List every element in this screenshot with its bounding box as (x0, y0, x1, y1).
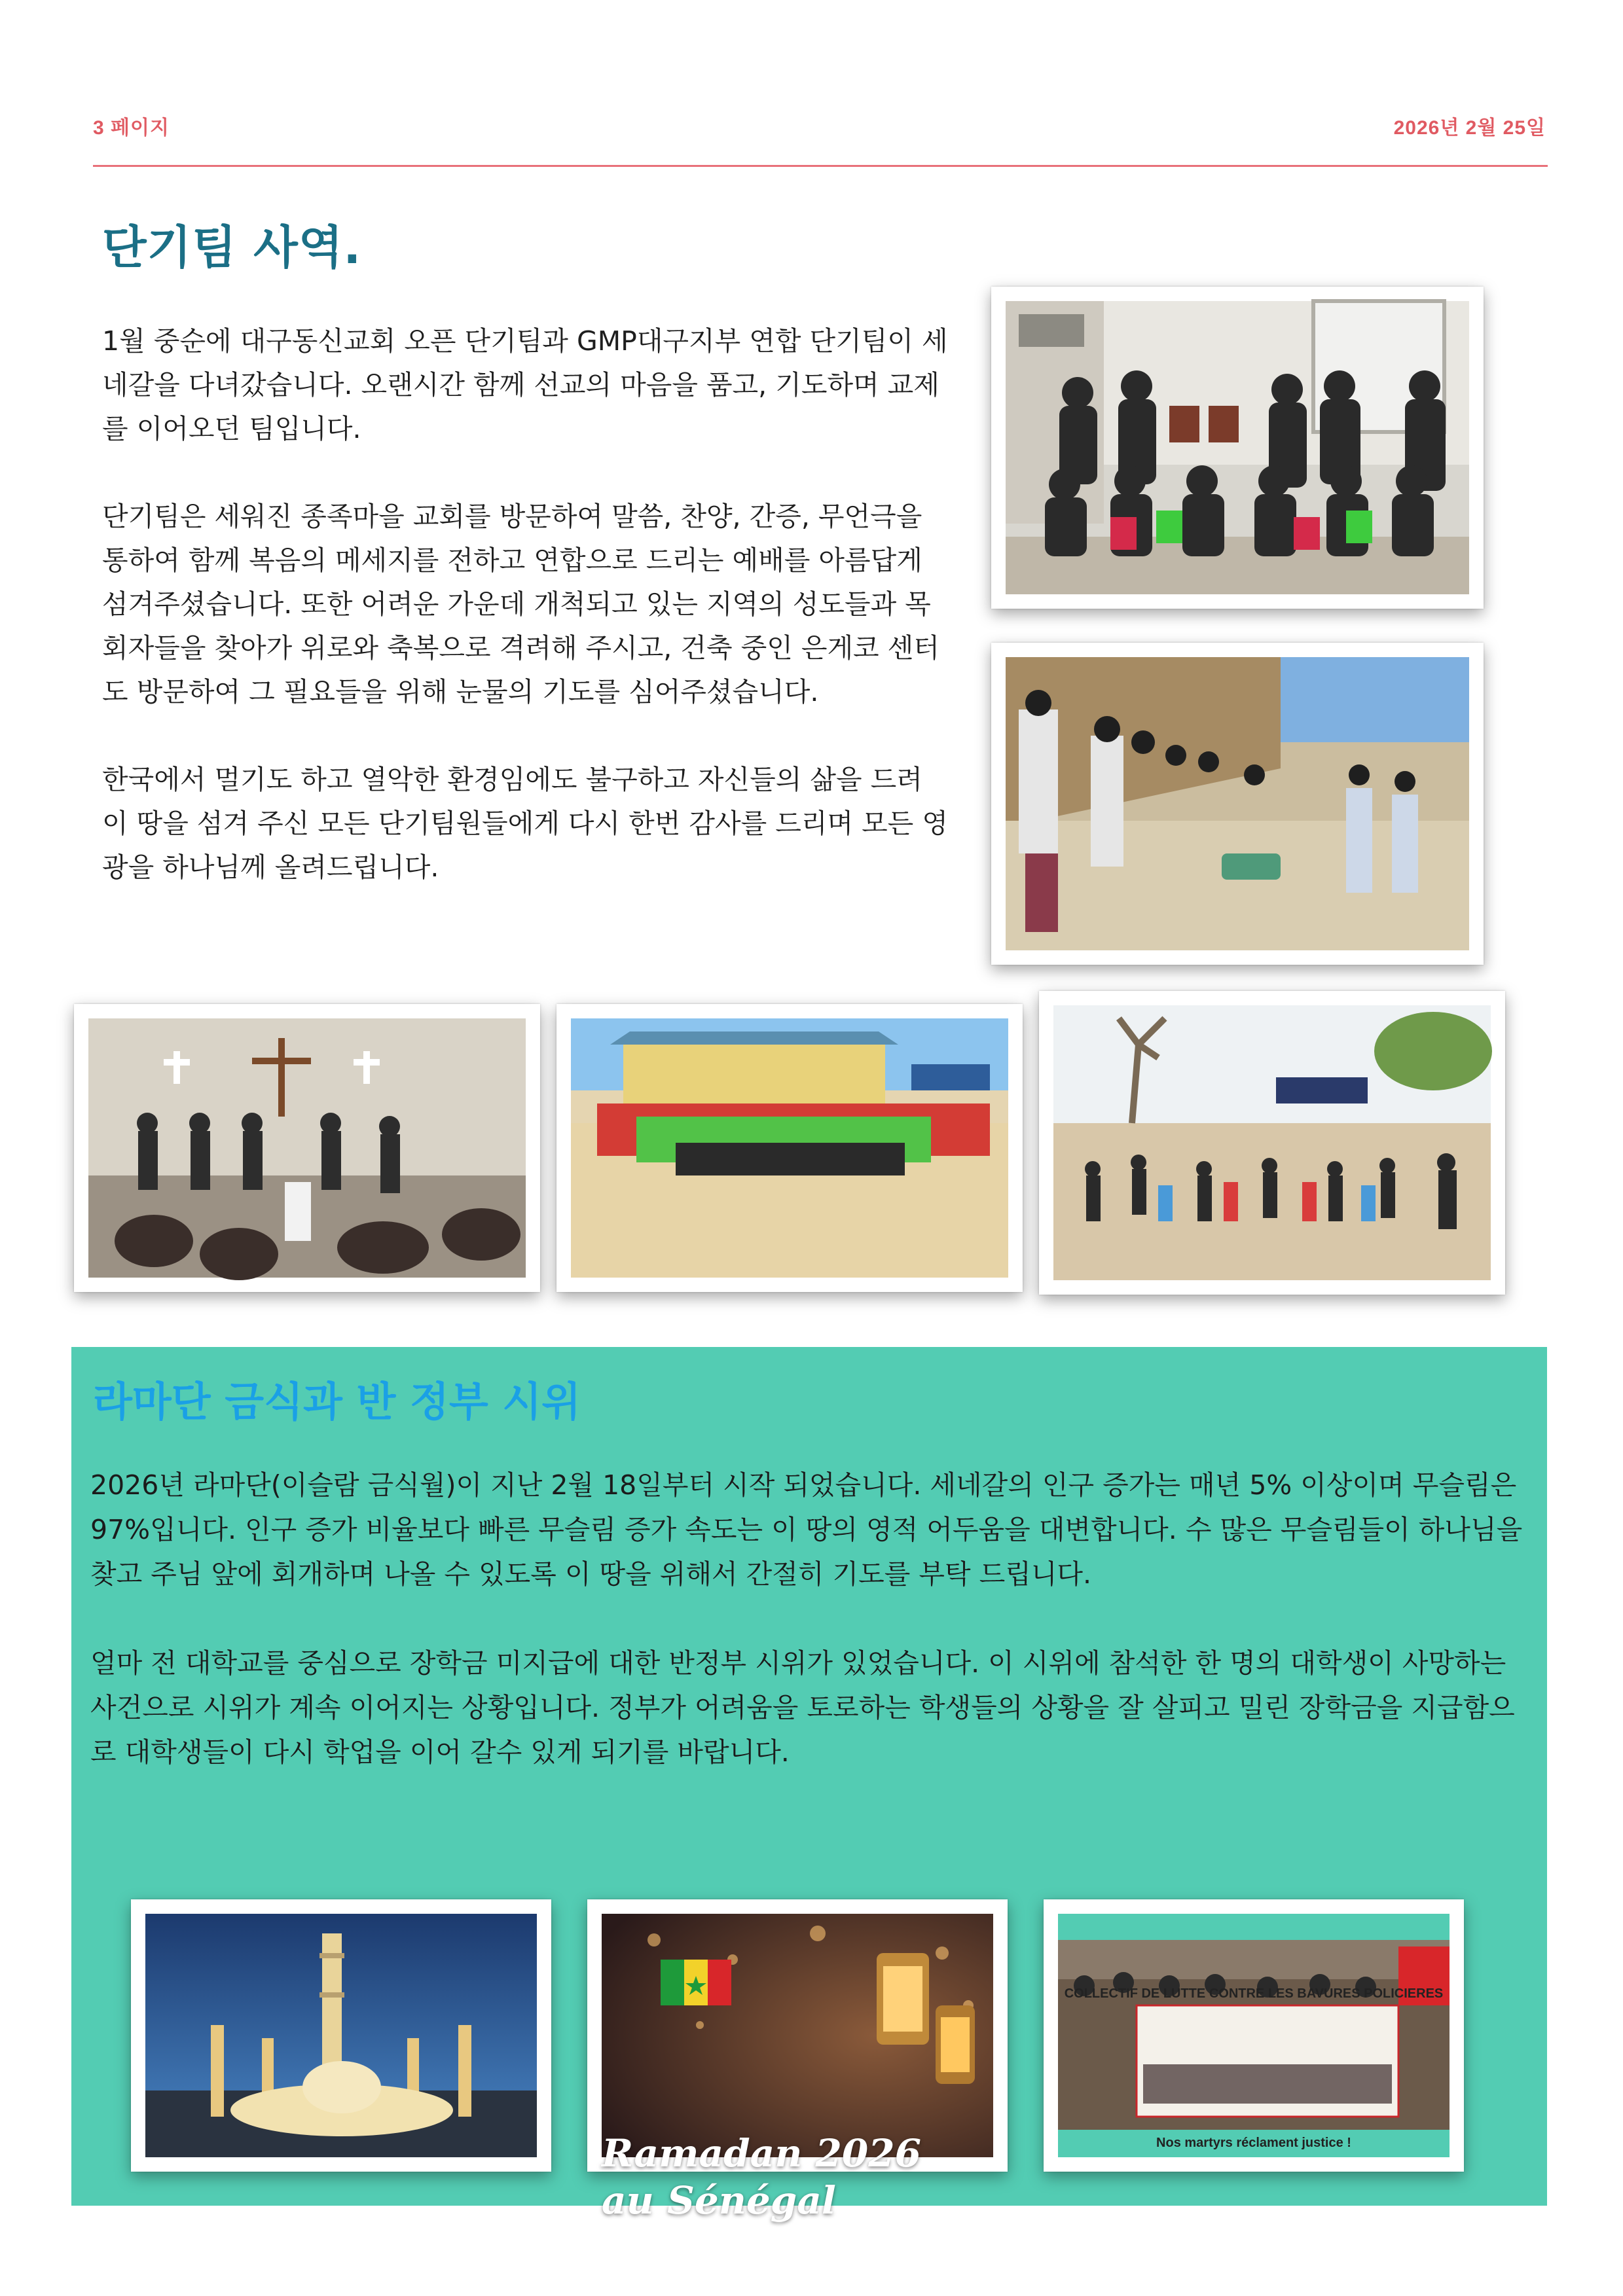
section-title-ramadan: 라마단 금식과 반 정부 시위 (93, 1378, 581, 1426)
page-number: 3 페이지 (93, 117, 170, 139)
ramadan-card-line2: au Sénégal (602, 2178, 836, 2223)
ramadan-card-line1: Ramadan 2026 (602, 2131, 921, 2176)
protest-banner-text (1058, 1984, 1450, 2152)
protest-photo (1044, 1899, 1464, 2172)
paragraph: 2026년 라마단(이슬람 금식월)이 지난 2월 18일부터 시작 되었습니다. 세네갈의 인구 증가는 매년 5% 이상이며 무슬림은 97%입니다. 인구 증가 비율보다 빠른 무슬림 증가 속도는 이 땅의 영적 어두움을 대변합니다. 수 많은 무슬림들이 하나님을 찾고 주님 앞에 회개하며 나올 수 있도록 이 땅을 위해서 간절히 기도를 부탁 드립니다. (90, 1469, 1523, 1590)
group-photo (991, 287, 1484, 609)
paragraph: 얼마 전 대학교를 중심으로 장학금 미지급에 대한 반정부 시위가 있었습니다. 이 시위에 참석한 한 명의 대학생이 사망하는 사건으로 시위가 계속 이어지는 상황입니다. 정부가 어려움을 토로하는 학생들의 상황을 잘 살피고 밀린 장학금을 지급함으로 대학생들이 다시 학업을 이어 갈수 있게 되기를 바랍니다. (90, 1647, 1515, 1768)
section-body-short-term-team (102, 319, 953, 933)
paragraph: 1월 중순에 대구동신교회 오픈 단기팀과 GMP대구지부 연합 단기팀이 세네갈을 다녀갔습니다. 오랜시간 함께 선교의 마음을 품고, 기도하며 교제를 이어오던 팀입니다. (102, 325, 948, 444)
protest-banner-line1: COLLECTIF DE LUTTE CONTRE LES BAVURES POLICIERES (1064, 1986, 1444, 2001)
church-worship-photo (74, 1004, 540, 1292)
issue-date: 2026년 2월 25일 (1393, 117, 1546, 139)
section-body-ramadan (90, 1463, 1531, 1819)
section-title-short-term-team: 단기팀 사역. (102, 221, 362, 274)
village-visit-photo (991, 643, 1484, 965)
paragraph: 한국에서 멀기도 하고 열악한 환경임에도 불구하고 자신들의 삶을 드려 이 땅을 섬겨 주신 모든 단기팀원들에게 다시 한번 감사를 드리며 모든 영광을 하나님께 올려드립니다. (102, 764, 948, 883)
ramadan-card-photo (587, 1899, 1008, 2223)
ramadan-card-caption (602, 2130, 993, 2224)
paragraph: 단기팀은 세워진 종족마을 교회를 방문하여 말씀, 찬양, 간증, 무언극을 통하여 함께 복음의 메세지를 전하고 연합으로 드리는 예배를 아름답게 섬겨주셨습니다. 또한 어려운 가운데 개척되고 있는 지역의 성도들과 목회자들을 찾아가 위로와 축복으로 격려해 주시고, 건축 중인 은게코 센터도 방문하여 그 필요들을 위해 눈물의 기도를 심어주셨습니다. (102, 501, 939, 708)
village-crowd-photo (1039, 991, 1505, 1295)
mosque-photo (131, 1899, 551, 2172)
church-crowd-photo (556, 1004, 1023, 1292)
protest-banner-line2: Nos martyrs réclament justice ! (1156, 2136, 1351, 2150)
header-divider (93, 165, 1548, 167)
